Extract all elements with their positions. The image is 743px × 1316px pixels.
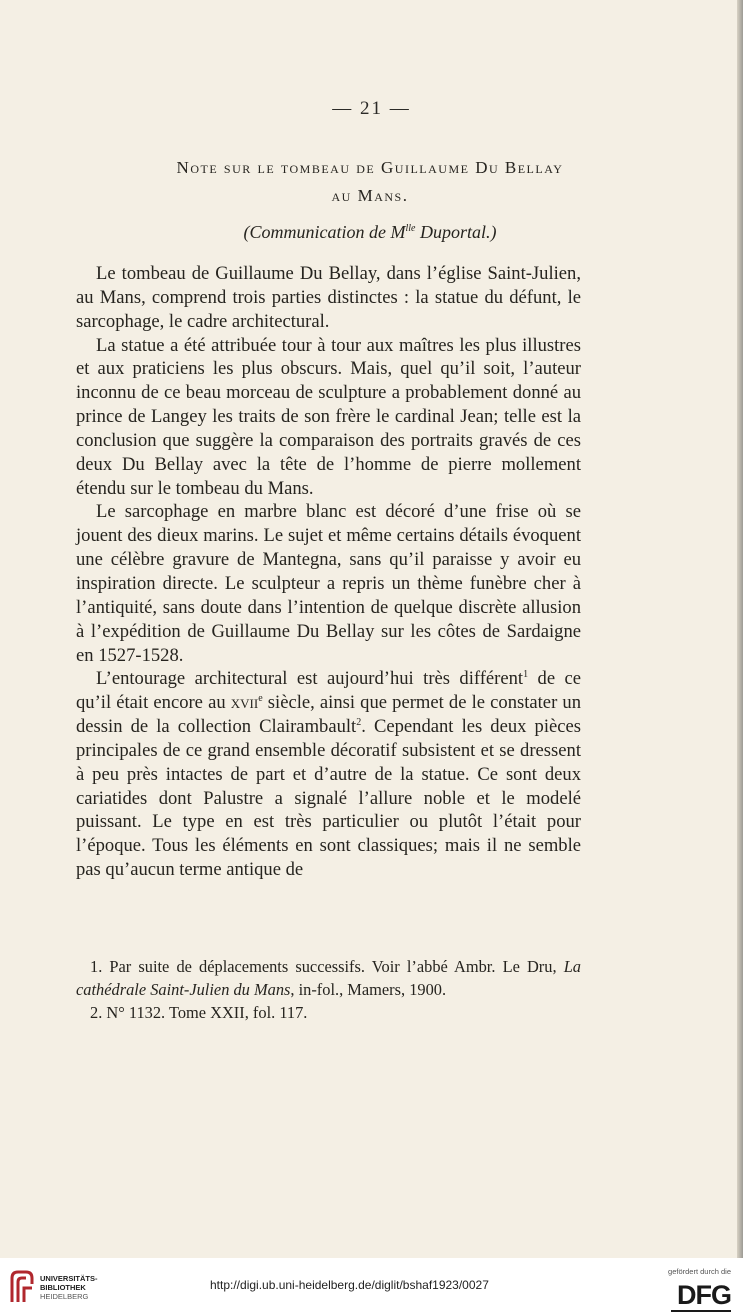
paragraph-3: Le sarcophage en marbre blanc est décoré d’une frise où se jouent des dieux marins. Le sujet et même certains détails évoquent une célèbre gravure de Mantegna, sans qu’il paraisse y avoir eu inspiration directe. Le sculpteur a repris un thème funèbre cher à l’antiquité, sans doute dans l’intention de quelque discrète allusion à l’expédition de Guillaume Du Bellay sur les côtes de Sardaigne en 1527-1528. (76, 501, 581, 666)
dfg-logo: DFG (677, 1280, 731, 1310)
article-body (76, 262, 581, 882)
library-name-line-2: BIBLIOTHEK (40, 1283, 86, 1292)
footnotes (76, 955, 581, 1024)
library-name (40, 1274, 98, 1301)
footnote-1 (76, 955, 581, 1001)
footnote-ref-1: 1 (523, 669, 529, 681)
paragraph-4 (76, 667, 581, 882)
footnote-ref-2: 2 (356, 716, 362, 728)
footnote-2: 2. N° 1132. Tome XXII, fol. 117. (90, 1003, 308, 1022)
library-name-line-1: UNIVERSITÄTS- (40, 1274, 98, 1283)
footnote-1-book-title: La cathédrale Saint-Julien du Mans (76, 957, 581, 999)
permalink-url[interactable]: http://digi.ub.uni-heidelberg.de/diglit/bshaf1923/0027 (210, 1278, 489, 1292)
p4-text-c: siècle, ainsi que permet de le constater un dessin de la collection Clairambault (76, 692, 581, 738)
subtitle-superscript: lle (405, 223, 416, 234)
subtitle-prefix: (Communication de M (243, 222, 406, 242)
university-library-logo-icon (8, 1268, 36, 1306)
dfg-logo-underline (671, 1310, 731, 1312)
article-title-line-2: au Mans. (331, 186, 409, 205)
subtitle-suffix: Duportal.) (415, 222, 497, 242)
library-name-line-3: HEIDELBERG (40, 1292, 89, 1301)
page-edge-shadow (737, 0, 743, 1258)
footnote-1-text-a: 1. Par suite de déplacements successifs. Voir l’abbé Ambr. Le Dru, (90, 957, 564, 976)
century-superscript: e (258, 693, 263, 704)
p4-text-b: de ce qu’il était encore au (76, 668, 581, 714)
paragraph-2: La statue a été attribuée tour à tour aux maîtres les plus illustres et aux praticiens les plus obscurs. Mais, quel qu’il soit, l’auteur inconnu de ce beau morceau de sculpture a probablement donné au prince de Langey les traits de son frère le cardinal Jean; telle est la conclusion que suggère la comparaison des portraits gravés de ces deux Du Bellay avec la tête de l’homme de pierre mollement étendu sur le tombeau du Mans. (76, 334, 581, 499)
p4-text-a: L’entourage architectural est aujourd’hui très différent (96, 668, 524, 690)
century-numeral: xvii (230, 692, 259, 714)
article-subtitle (60, 222, 680, 243)
page-number: — 21 — (332, 98, 411, 119)
digitization-footer (0, 1258, 743, 1316)
p4-text-d: . Cependant les deux pièces principales de ce grand ensemble décoratif subsistent et se dressent à peu près intactes de part et d’autre de la statue. Ce sont deux cariatides dont Palustre a signalé l’allure noble et le modelé puissant. Le type en est très particulier ou plutôt l’était pour l’époque. Tous les éléments en sont classiques; mais il ne semble pas qu’aucun terme antique de (76, 716, 582, 881)
article-title-line-1: Note sur le tombeau de Guillaume Du Bellay (176, 158, 564, 177)
footnote-1-text-b: , in-fol., Mamers, 1900. (290, 980, 447, 999)
paragraph-1: Le tombeau de Guillaume Du Bellay, dans l’église Saint-Julien, au Mans, comprend trois parties distinctes : la statue du défunt, le sarcophage, le cadre architectural. (76, 263, 581, 332)
funding-note: gefördert durch die (668, 1267, 731, 1276)
